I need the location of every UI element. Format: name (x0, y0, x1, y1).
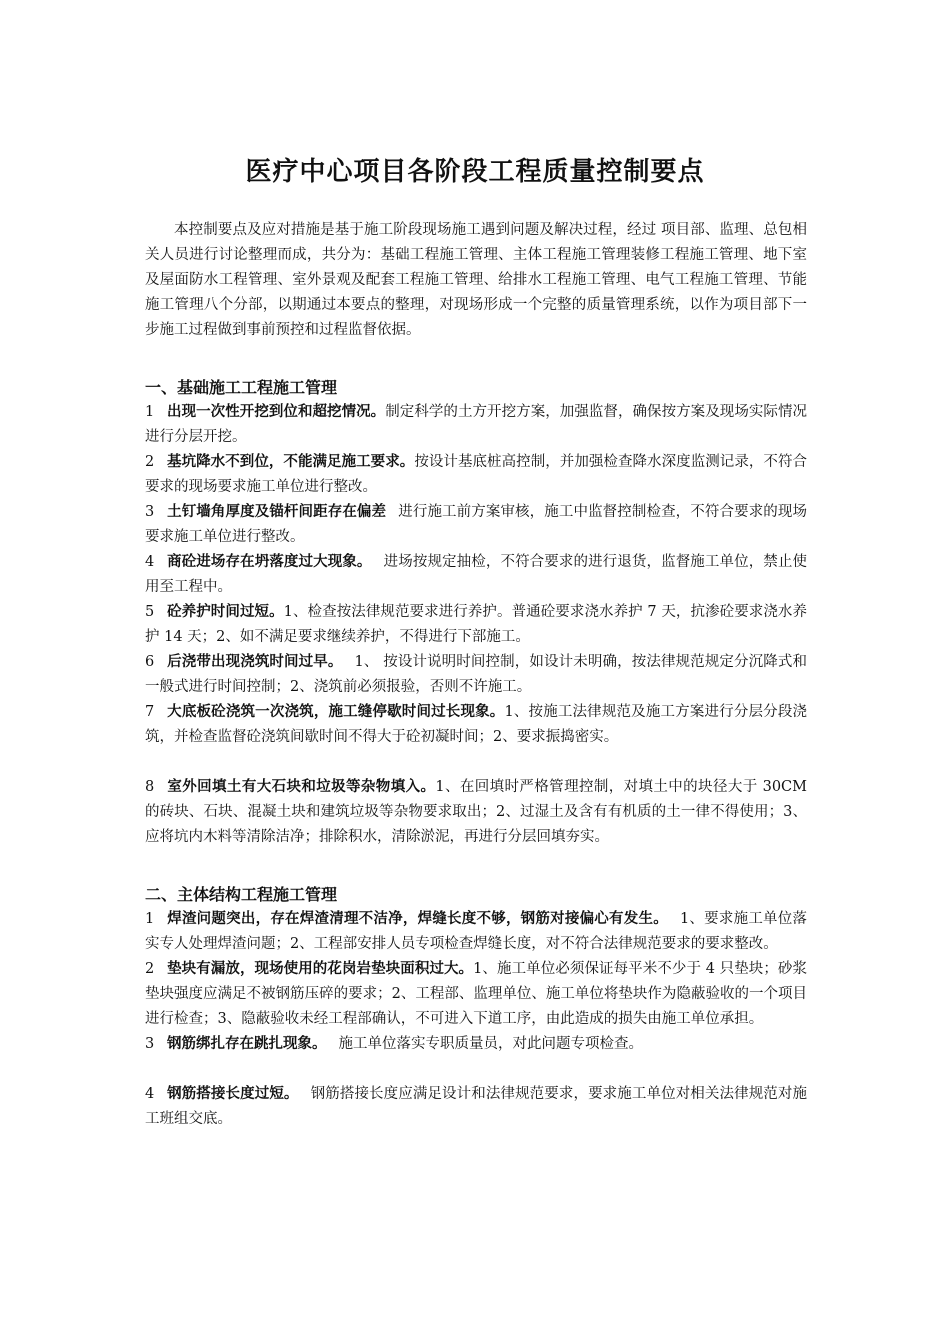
list-item (145, 500, 807, 550)
section-main-structure (145, 882, 807, 1132)
item-measure: 1、在回填时严格管理控制，对填土中的块径大于 30CM 的砖块、石块、混凝土块和建筑垃圾等杂物要求取出；2、过湿土及含有有机质的土一律不得使用；3、应将坑内木料等清除洁净；排除积水，清除淤泥，再进行分层回填夯实。 (145, 779, 807, 845)
list-item (145, 400, 807, 450)
list-item (145, 650, 807, 700)
item-issue: 大底板砼浇筑一次浇筑，施工缝停歇时间过长现象。 (167, 704, 505, 720)
item-measure: 施工单位落实专职质量员，对此问题专项检查。 (338, 1036, 643, 1052)
list-item (145, 550, 807, 600)
item-number: 2 (145, 961, 155, 977)
item-number: 3 (145, 504, 155, 520)
document-body (145, 218, 807, 1132)
list-item (145, 907, 807, 957)
item-number: 7 (145, 704, 155, 720)
item-measure: 制定科学的土方开挖方案，加强监督，确保按方案及现场实际情况进行分层开挖。 (145, 404, 808, 445)
item-issue: 钢筋绑扎存在跳扎现象。 (167, 1036, 327, 1052)
item-issue: 垫块有漏放，现场使用的花岗岩垫块面积过大。 (167, 961, 474, 977)
section-heading: 一、基础施工工程施工管理 (145, 378, 338, 397)
item-measure: 1、按施工法律规范及施工方案进行分层分段浇筑，并检查监督砼浇筑间歇时间不得大于砼初凝时间；2、要求振捣密实。 (145, 704, 807, 745)
list-item (145, 700, 807, 750)
item-issue: 土钉墙角厚度及锚杆间距存在偏差 (167, 504, 387, 520)
document-title: 医疗中心项目各阶段工程质量控制要点 (245, 157, 705, 187)
item-number: 2 (145, 454, 155, 470)
item-issue: 基坑降水不到位，不能满足施工要求。 (167, 454, 415, 470)
item-measure: 1、施工单位必须保证每平米不少于 4 只垫块；砂浆垫块强度应满足不被钢筋压碎的要求；2、工程部、监理单位、施工单位将垫块作为隐蔽验收的一个项目进行检查；3、隐蔽验收未经工程部确认，不可进入下道工序，由此造成的损失由施工单位承担。 (145, 961, 807, 1027)
list-item (145, 1032, 807, 1057)
item-issue: 后浇带出现浇筑时间过早。 (167, 654, 343, 670)
list-item (145, 1082, 807, 1132)
list-item (145, 600, 807, 650)
item-issue: 钢筋搭接长度过短。 (167, 1086, 299, 1102)
item-number: 6 (145, 654, 155, 670)
item-number: 3 (145, 1036, 155, 1052)
item-number: 8 (145, 779, 155, 795)
item-number: 4 (145, 554, 155, 570)
item-number: 4 (145, 1086, 155, 1102)
item-measure: 进行施工前方案审核，施工中监督控制检查，不符合要求的现场要求施工单位进行整改。 (145, 504, 808, 545)
item-issue: 商砼进场存在坍落度过大现象。 (167, 554, 372, 570)
list-item (145, 450, 807, 500)
item-issue: 砼养护时间过短。 (167, 604, 284, 620)
item-measure: 1、检查按法律规范要求进行养护。普通砼要求浇水养护 7 天，抗渗砼要求浇水养护 14 天；2、如不满足要求继续养护，不得进行下部施工。 (145, 604, 808, 645)
item-issue: 出现一次性开挖到位和超挖情况。 (167, 404, 386, 420)
section-foundation (145, 375, 807, 850)
item-number: 5 (145, 604, 155, 620)
item-issue: 室外回填土有大石块和垃圾等杂物填入。 (167, 779, 436, 795)
item-number: 1 (145, 404, 155, 420)
item-number: 1 (145, 911, 155, 927)
intro-paragraph: 本控制要点及应对措施是基于施工阶段现场施工遇到问题及解决过程，经过 项目部、监理、总包相关人员进行讨论整理而成，共分为：基础工程施工管理、主体工程施工管理装修工程施工管理、地下室及屋面防水工程管理、室外景观及配套工程施工管理、给排水工程施工管理、电气工程施工管理、节能施工管理八个分部，以期通过本要点的整理，对现场形成一个完整的质量管理系统，以作为项目部下一步施工过程做到事前预控和过程监督依据。 (145, 222, 807, 338)
item-measure: 1、 按设计说明时间控制，如设计未明确，按法律规范规定分沉降式和一般式进行时间控制；2、浇筑前必须报验，否则不许施工。 (145, 654, 807, 695)
item-issue: 焊渣问题突出，存在焊渣清理不洁净，焊缝长度不够，钢筋对接偏心有发生。 (167, 911, 668, 927)
item-measure: 1、要求施工单位落实专人处理焊渣问题；2、工程部安排人员专项检查焊缝长度，对不符合法律规范要求的要求整改。 (145, 911, 807, 952)
item-measure: 进场按规定抽检，不符合要求的进行退货，监督施工单位，禁止使用至工程中。 (145, 554, 808, 595)
section-heading: 二、主体结构工程施工管理 (145, 885, 338, 904)
item-measure: 钢筋搭接长度应满足设计和法律规范要求，要求施工单位对相关法律规范对施工班组交底。 (145, 1086, 808, 1127)
list-item (145, 775, 807, 850)
list-item (145, 957, 807, 1032)
item-measure: 按设计基底桩高控制，并加强检查降水深度监测记录，不符合要求的现场要求施工单位进行整改。 (145, 454, 808, 495)
